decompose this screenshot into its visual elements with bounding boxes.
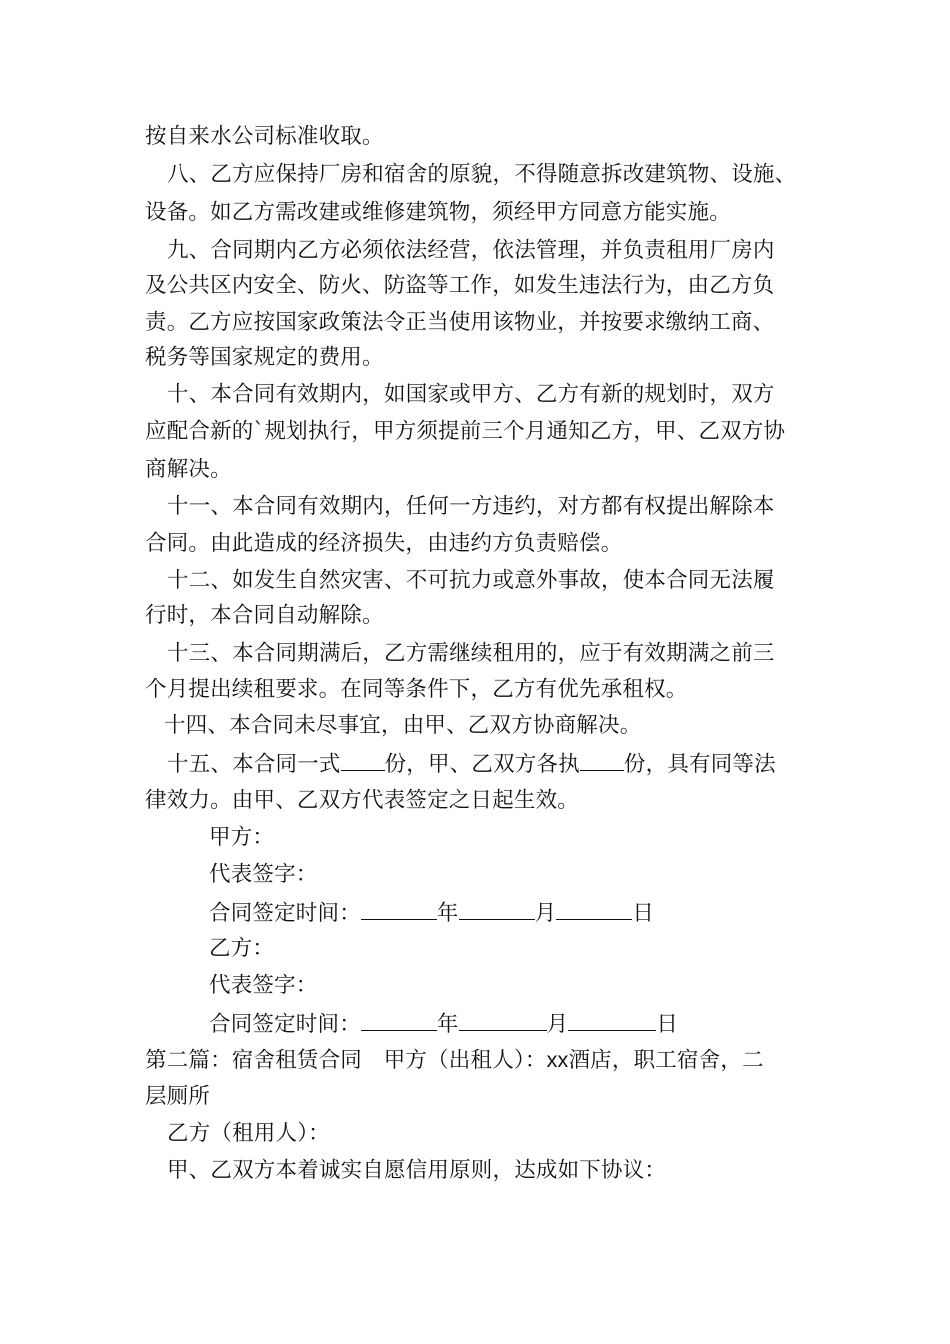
blank-day [568, 1008, 656, 1031]
party-b-label: 乙方： [209, 936, 275, 961]
text-line: 设备。如乙方需改建或维修建筑物，须经甲方同意方能实施。 [145, 200, 731, 225]
section-heading [145, 1045, 764, 1076]
text-line: 个月提出续租要求。在同等条件下，乙方有优先承租权。 [145, 677, 688, 702]
text-fragment: 十五、本合同一式 [167, 752, 341, 777]
text-line: 按自来水公司标准收取。 [145, 124, 384, 149]
text-fragment: 份，甲、乙双方各执 [384, 752, 580, 777]
text-line: 责。乙方应按国家政策法令正当使用该物业，并按要求缴纳工商、 [145, 310, 775, 335]
blank-copies [341, 748, 385, 771]
signature-label: 代表签字： [209, 862, 318, 887]
clause-12: 十二、如发生自然灾害、不可抗力或意外事故，使本合同无法履 [167, 568, 775, 593]
text-line: 层厕所 [145, 1084, 211, 1109]
clause-15 [167, 748, 776, 780]
text-fragment: 日 [656, 1012, 679, 1037]
text-fragment: 第二篇：宿舍租赁合同 甲方（出租人）： [145, 1048, 547, 1073]
clause-13: 十三、本合同期满后，乙方需继续租用的，应于有效期满之前三 [167, 641, 775, 666]
signature-label: 代表签字： [209, 973, 318, 998]
signing-date-line [209, 1008, 678, 1040]
text-fragment: 酒店，职工宿舍，二 [568, 1048, 764, 1073]
signing-date-line [209, 897, 654, 929]
text-fragment: 月 [546, 1012, 569, 1037]
text-line: 应配合新的`规划执行，甲方须提前三个月通知乙方，甲、乙双方协 [145, 419, 786, 444]
text-fragment: xx [546, 1048, 569, 1072]
party-a-label: 甲方： [209, 825, 275, 850]
clause-10: 十、本合同有效期内，如国家或甲方、乙方有新的规划时，双方 [167, 382, 775, 407]
blank-month [459, 1008, 547, 1031]
text-line: 合同。由此造成的经济损失，由违约方负责赔偿。 [145, 531, 623, 556]
clause-11: 十一、本合同有效期内，任何一方违约，对方都有权提出解除本 [167, 494, 775, 519]
text-fragment: 月 [534, 901, 557, 926]
clause-14: 十四、本合同未尽事宜，由甲、乙双方协商解决。 [164, 713, 642, 738]
blank-copies-each [580, 748, 624, 771]
text-fragment: 年 [436, 1012, 459, 1037]
text-line: 税务等国家规定的费用。 [145, 345, 384, 370]
text-fragment: 份，具有同等法 [623, 752, 776, 777]
clause-9: 九、合同期内乙方必须依法经营，依法管理，并负责租用厂房内 [167, 238, 775, 263]
clause-8: 八、乙方应保持厂房和宿舍的原貌，不得随意拆改建筑物、设施、 [167, 162, 797, 187]
text-fragment: 年 [436, 901, 459, 926]
text-fragment: 合同签定时间： [209, 901, 361, 926]
blank-day [556, 897, 632, 920]
text-line: 甲、乙双方本着诚实自愿信用原则，达成如下协议： [167, 1158, 667, 1183]
text-line: 行时，本合同自动解除。 [145, 603, 384, 628]
text-line: 律效力。由甲、乙双方代表签定之日起生效。 [145, 788, 580, 813]
text-fragment: 合同签定时间： [209, 1012, 361, 1037]
text-line: 商解决。 [145, 457, 232, 482]
blank-month [459, 897, 535, 920]
party-b-label: 乙方（租用人）： [167, 1121, 330, 1146]
text-line: 及公共区内安全、防火、防盗等工作，如发生违法行为，由乙方负 [145, 273, 775, 298]
blank-year [361, 1008, 437, 1031]
text-fragment: 日 [632, 901, 655, 926]
blank-year [361, 897, 437, 920]
